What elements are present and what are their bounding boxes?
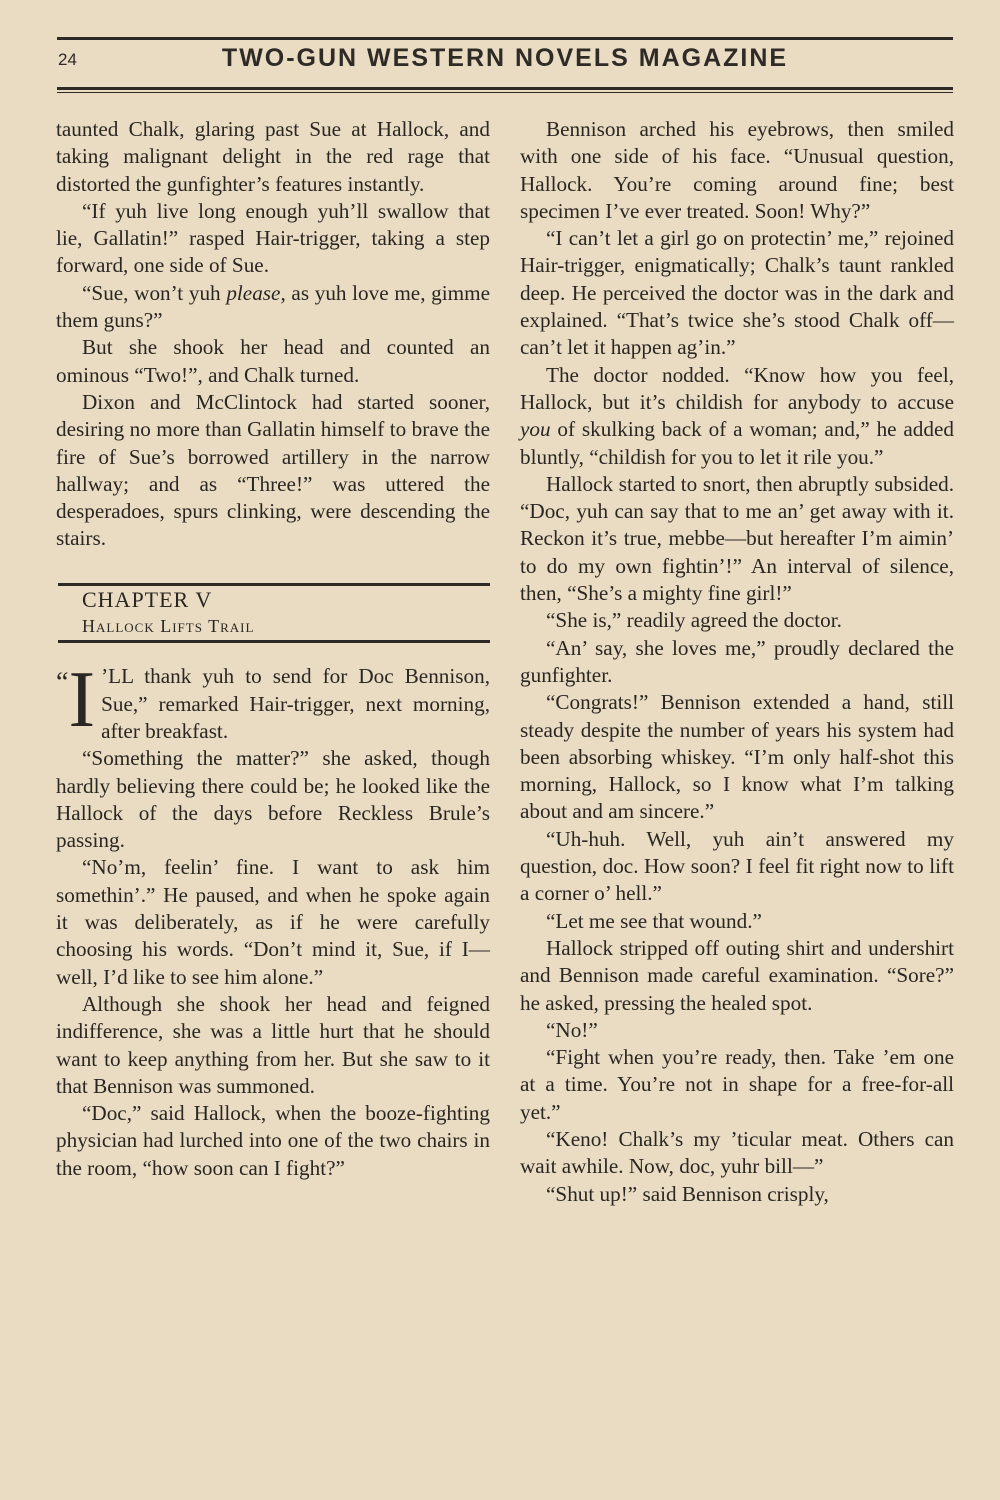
paragraph: But she shook her head and counted an ominous “Two!”, and Chalk turned. bbox=[56, 335, 490, 387]
paragraph: taunted Chalk, glaring past Sue at Hallock, and taking malignant delight in the red rage that distorted the gunfighter’s features instantly. bbox=[56, 117, 490, 196]
header-top-rule bbox=[57, 37, 953, 40]
drop-cap-quote: “ bbox=[56, 667, 69, 699]
left-column bbox=[56, 116, 490, 1182]
paragraph: Hallock stripped off outing shirt and undershirt and Bennison made careful examination. “Sore?” he asked, pressing the healed spot. bbox=[520, 935, 954, 1015]
italic-text: you bbox=[520, 417, 551, 442]
paragraph: “Let me see that wound.” bbox=[546, 908, 762, 933]
paragraph bbox=[56, 280, 490, 335]
paragraph: “Something the matter?” she asked, though hardly believing there could be; he looked like the Hallock of the days before Reckless Brule’s passing. bbox=[56, 746, 490, 853]
paragraph: “Doc,” said Hallock, when the booze-fighting physician had lurched into one of the two chairs in the room, “how soon can I fight?” bbox=[56, 1101, 490, 1180]
header-bottom-rule bbox=[57, 87, 953, 90]
text-run: “Sue, won’t yuh bbox=[82, 280, 227, 305]
chapter-title: CHAPTER V bbox=[82, 586, 213, 612]
paragraph: Hallock started to snort, then abruptly subsided. “Doc, yuh can say that to me an’ get away with it. Reckon it’s true, mebbe—but hereafter I’m aimin’ to do my own fightin’!” An interval of silence, then, “She’s a mighty fine girl!” bbox=[520, 471, 954, 606]
chapter-subtitle: Hallock Lifts Trail bbox=[82, 616, 255, 637]
paragraph: “Keno! Chalk’s my ’ticular meat. Others can wait awhile. Now, doc, yuhr bill—” bbox=[520, 1126, 954, 1179]
paragraph: “An’ say, she loves me,” proudly declared the gunfighter. bbox=[520, 635, 954, 687]
paragraph: “She is,” readily agreed the doctor. bbox=[546, 608, 842, 633]
page-number: 24 bbox=[58, 50, 77, 69]
paragraph: “Congrats!” Bennison extended a hand, still steady despite the number of years his system had been absorbing whiskey. “I’m only half-shot this morning, Hallock, so I know what I’m talking about and am sincere.” bbox=[520, 690, 954, 824]
paragraph: “If yuh live long enough yuh’ll swallow that lie, Gallatin!” rasped Hair-trigger, taking a step forward, one side of Sue. bbox=[56, 198, 490, 278]
opening-paragraph bbox=[56, 656, 490, 745]
drop-cap-letter: I bbox=[68, 656, 96, 745]
paragraph: “Fight when you’re ready, then. Take ’em one at a time. You’re not in shape for a free-for-all yet.” bbox=[520, 1045, 954, 1124]
paragraph: “I can’t let a girl go on protectin’ me,” rejoined Hair-trigger, enigmatically; Chalk’s taunt rankled deep. He perceived the doctor was in the dark and explained. “That’s twice she’s stood Chalk off—can’t let it happen ag’in.” bbox=[520, 226, 954, 360]
paragraph: “No’m, feelin’ fine. I want to ask him somethin’.” He paused, and when he spoke again it was deliberately, as if he were carefully choosing his words. “Don’t mind it, Sue, if I—well, I’d like to see him alone.” bbox=[56, 855, 490, 989]
paragraph bbox=[520, 362, 954, 471]
paragraph: Although she shook her head and feigned indifference, she was a little hurt that he should want to keep anything from her. But she saw to it that Bennison was summoned. bbox=[56, 991, 490, 1098]
paragraph: Bennison arched his eyebrows, then smiled with one side of his face. “Unusual question, Hallock. You’re coming around fine; best specimen I’ve ever treated. Soon! Why?” bbox=[520, 117, 954, 223]
paragraph: “Uh-huh. Well, yuh ain’t answered my question, doc. How soon? I feel fit right now to lift a corner o’ hell.” bbox=[520, 826, 954, 906]
text-run: of skulking back of a woman; and,” he added bluntly, “childish for you to let it rile you.” bbox=[520, 417, 954, 469]
italic-text: please, bbox=[226, 280, 286, 305]
magazine-title: TWO-GUN WESTERN NOVELS MAGAZINE bbox=[221, 44, 789, 72]
right-column bbox=[520, 116, 954, 1208]
drop-cap bbox=[56, 656, 96, 745]
text-run: The doctor nodded. “Know how you feel, Hallock, but it’s childish for anybody to accuse bbox=[520, 362, 954, 414]
paragraph: Dixon and McClintock had started sooner, desiring no more than Gallatin himself to brave the fire of Sue’s borrowed artillery in the narrow hallway; and as “Three!” was uttered the desperadoes, spurs clinking, were descending the stairs. bbox=[56, 389, 490, 551]
paragraph: “No!” bbox=[546, 1017, 598, 1042]
text-run: ’LL thank yuh to send for Doc Bennison, Sue,” remarked Hair-trigger, next morning, after breakfast. bbox=[101, 664, 490, 743]
paragraph: “Shut up!” said Bennison crisply, bbox=[546, 1181, 829, 1206]
header-bottom-rule-thin bbox=[57, 92, 953, 93]
text-run: as yuh love me, gimme them guns?” bbox=[56, 280, 491, 333]
